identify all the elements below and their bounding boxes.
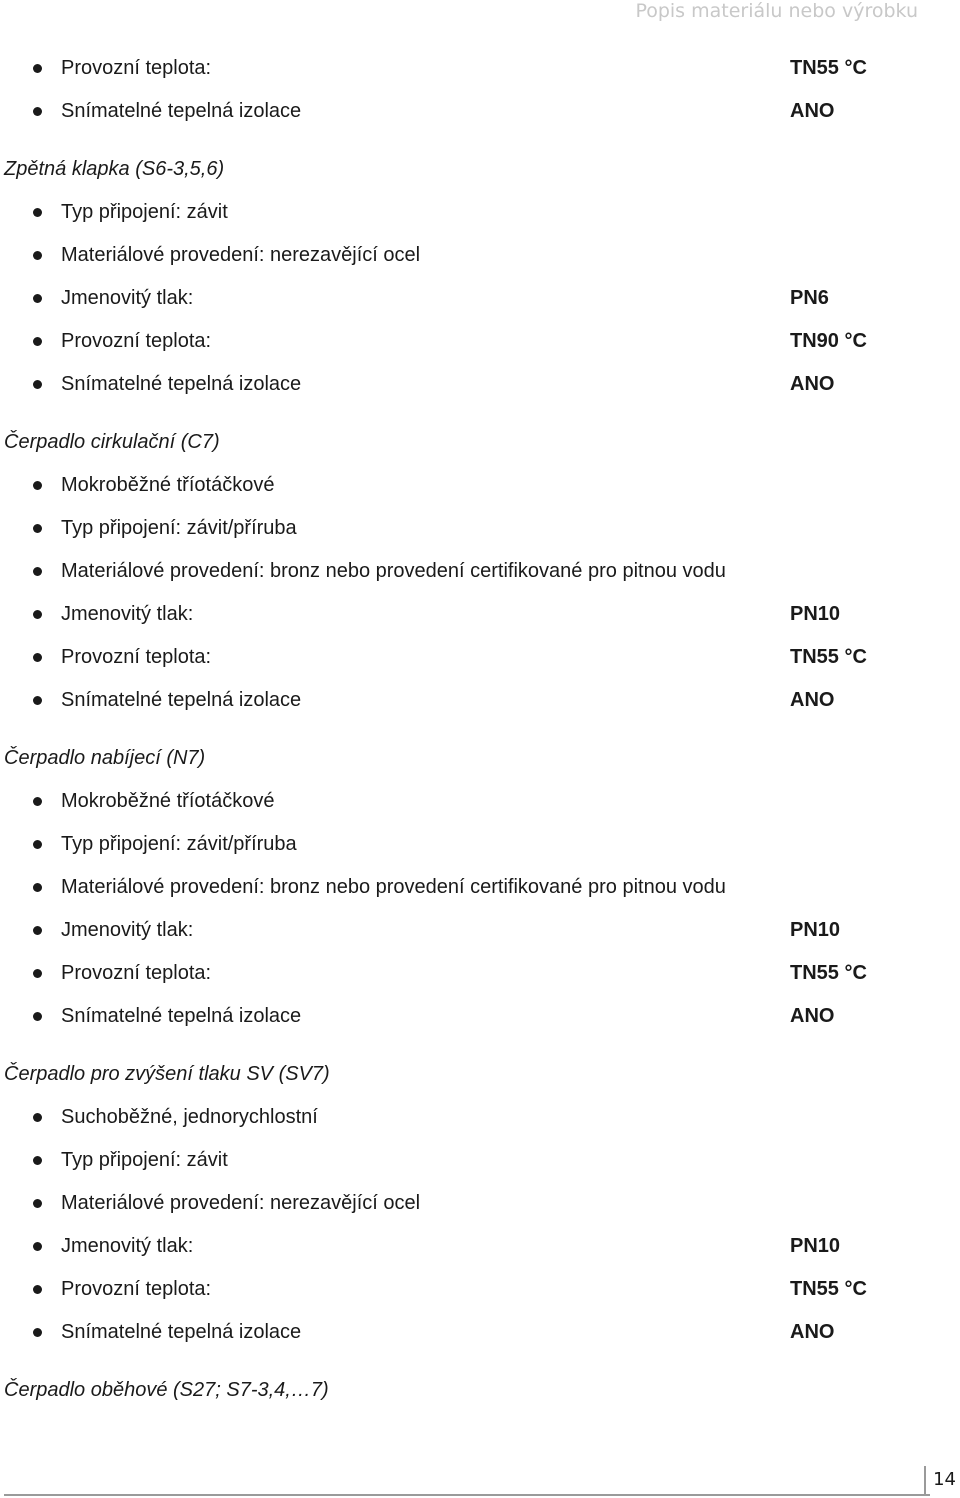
spec-list: [0, 191, 960, 406]
spec-list-item: [0, 1311, 960, 1354]
footer-divider: [4, 1494, 930, 1496]
bullet-icon: [33, 1113, 42, 1122]
spec-label: Materiálové provedení: nerezavějící ocel: [61, 244, 421, 266]
bullet-icon: [33, 251, 42, 260]
spec-value: TN55 °C: [790, 646, 867, 668]
spec-list-item: [0, 1139, 960, 1182]
bullet-icon: [33, 797, 42, 806]
spec-list: [0, 464, 960, 722]
bullet-icon: [33, 883, 42, 892]
spec-value: ANO: [790, 100, 835, 122]
bullet-icon: [33, 380, 42, 389]
spec-list-item: [0, 1182, 960, 1225]
spec-value: ANO: [790, 689, 835, 711]
bullet-icon: [33, 208, 42, 217]
spec-list-item: [0, 277, 960, 320]
spec-value: PN10: [790, 1235, 841, 1257]
section-title: Zpětná klapka (S6-3,5,6): [4, 158, 225, 180]
spec-label: Mokroběžné tříotáčkové: [61, 790, 275, 812]
spec-value: PN10: [790, 603, 841, 625]
spec-section: [0, 737, 960, 1038]
spec-list-item: [0, 995, 960, 1038]
spec-list-item: [0, 47, 960, 90]
spec-label: Typ připojení: závit: [61, 1149, 228, 1171]
spec-label: Typ připojení: závit/příruba: [61, 833, 297, 855]
spec-label: Typ připojení: závit: [61, 201, 228, 223]
spec-section: [0, 148, 960, 406]
bullet-icon: [33, 1156, 42, 1165]
spec-label: Mokroběžné tříotáčkové: [61, 474, 275, 496]
bullet-icon: [33, 294, 42, 303]
page-number: 14: [924, 1466, 956, 1496]
spec-list-item: [0, 363, 960, 406]
spec-list: [0, 780, 960, 1038]
bullet-icon: [33, 337, 42, 346]
spec-value: TN55 °C: [790, 962, 867, 984]
spec-list-item: [0, 90, 960, 133]
bullet-icon: [33, 1328, 42, 1337]
bullet-icon: [33, 1242, 42, 1251]
spec-list-item: [0, 507, 960, 550]
spec-label: Typ připojení: závit/příruba: [61, 517, 297, 539]
spec-list-item: [0, 909, 960, 952]
spec-section: [0, 421, 960, 722]
spec-label: Snímatelné tepelná izolace: [61, 1005, 302, 1027]
spec-label: Jmenovitý tlak:: [61, 603, 194, 625]
spec-label: Provozní teplota:: [61, 57, 212, 79]
spec-label: Jmenovitý tlak:: [61, 919, 194, 941]
document-body: [0, 47, 960, 1412]
spec-list-item: [0, 636, 960, 679]
spec-label: Suchoběžné, jednorychlostní: [61, 1106, 318, 1128]
spec-list-item: [0, 679, 960, 722]
section-title: Čerpadlo cirkulační (C7): [4, 431, 220, 453]
spec-list-item: [0, 823, 960, 866]
spec-label: Provozní teplota:: [61, 646, 212, 668]
spec-label: Jmenovitý tlak:: [61, 287, 194, 309]
spec-list-item: [0, 464, 960, 507]
bullet-icon: [33, 107, 42, 116]
spec-section: [0, 1053, 960, 1354]
spec-value: ANO: [790, 1005, 835, 1027]
bullet-icon: [33, 840, 42, 849]
spec-value: PN10: [790, 919, 841, 941]
spec-list-item: [0, 550, 960, 593]
bullet-icon: [33, 481, 42, 490]
spec-value: ANO: [790, 1321, 835, 1343]
bullet-icon: [33, 1285, 42, 1294]
spec-list-item: [0, 234, 960, 277]
bullet-icon: [33, 64, 42, 73]
spec-value: ANO: [790, 373, 835, 395]
spec-list-item: [0, 780, 960, 823]
spec-list: [0, 47, 960, 133]
spec-label: Snímatelné tepelná izolace: [61, 689, 302, 711]
bullet-icon: [33, 567, 42, 576]
spec-label: Provozní teplota:: [61, 1278, 212, 1300]
spec-value: TN55 °C: [790, 1278, 867, 1300]
spec-label: Provozní teplota:: [61, 962, 212, 984]
spec-label: Snímatelné tepelná izolace: [61, 1321, 302, 1343]
section-title: Čerpadlo pro zvýšení tlaku SV (SV7): [4, 1063, 330, 1085]
spec-label: Materiálové provedení: nerezavějící ocel: [61, 1192, 421, 1214]
spec-list: [0, 1096, 960, 1354]
bullet-icon: [33, 653, 42, 662]
spec-value: TN55 °C: [790, 57, 867, 79]
spec-section: [0, 47, 960, 133]
spec-label: Snímatelné tepelná izolace: [61, 100, 302, 122]
section-title: Čerpadlo oběhové (S27; S7-3,4,…7): [4, 1379, 329, 1401]
spec-list-item: [0, 320, 960, 363]
spec-list-item: [0, 866, 960, 909]
spec-list-item: [0, 593, 960, 636]
page-header-title: Popis materiálu nebo výrobku: [635, 0, 918, 22]
spec-list-item: [0, 1096, 960, 1139]
spec-label: Snímatelné tepelná izolace: [61, 373, 302, 395]
bullet-icon: [33, 610, 42, 619]
bullet-icon: [33, 524, 42, 533]
bullet-icon: [33, 926, 42, 935]
spec-list-item: [0, 1225, 960, 1268]
spec-label: Provozní teplota:: [61, 330, 212, 352]
spec-label: Jmenovitý tlak:: [61, 1235, 194, 1257]
spec-value: TN90 °C: [790, 330, 867, 352]
spec-label: Materiálové provedení: bronz nebo provedení certifikované pro pitnou vodu: [61, 876, 726, 898]
spec-list-item: [0, 191, 960, 234]
bullet-icon: [33, 1012, 42, 1021]
bullet-icon: [33, 969, 42, 978]
section-title: Čerpadlo nabíjecí (N7): [4, 747, 206, 769]
spec-value: PN6: [790, 287, 829, 309]
spec-list-item: [0, 952, 960, 995]
spec-section: [0, 1369, 960, 1412]
spec-list-item: [0, 1268, 960, 1311]
spec-label: Materiálové provedení: bronz nebo provedení certifikované pro pitnou vodu: [61, 560, 726, 582]
bullet-icon: [33, 1199, 42, 1208]
bullet-icon: [33, 696, 42, 705]
